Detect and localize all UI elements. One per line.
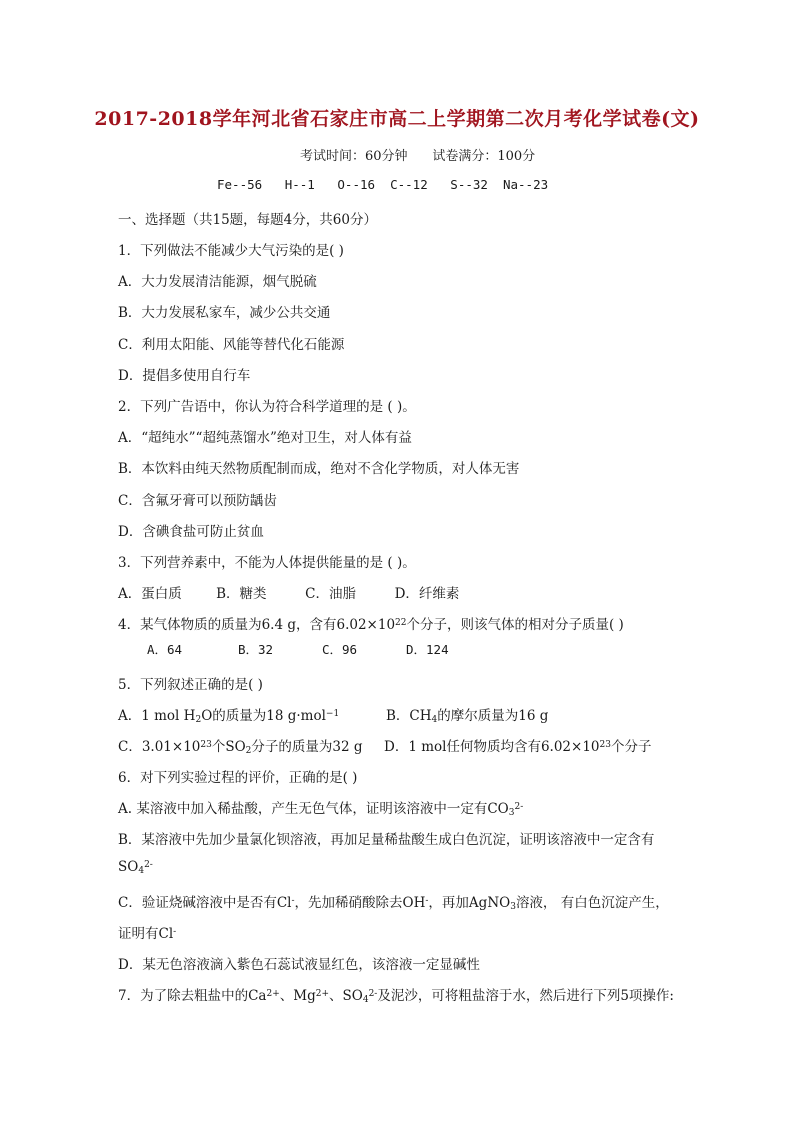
q4-option-b: B．32 xyxy=(238,642,274,657)
q5-option-d xyxy=(384,735,651,755)
q2-option-d: D．含碘食盐可防止贫血 xyxy=(118,524,264,540)
q6-option-c-cont xyxy=(118,922,176,942)
q6-c-text: 溶液， 有白色沉淀产生， xyxy=(515,895,669,911)
q6-option-d: D．某无色溶液滴入紫色石蕊试液显红色，该溶液一定显碱性 xyxy=(118,957,480,973)
exam-info xyxy=(300,145,535,164)
q6-c-superscript: - xyxy=(291,896,295,906)
q5-d-text: D．1 mol任何物质均含有6.02×10 xyxy=(384,739,600,755)
q6-c-text: 证明有Cl xyxy=(118,926,174,942)
q5-d-text: 个分子 xyxy=(610,739,652,755)
exam-time: 考试时间：60分钟 xyxy=(300,149,408,164)
q5-d-superscript: 23 xyxy=(599,740,611,750)
q4-option-d: D．124 xyxy=(406,642,449,657)
q7-superscript: 2- xyxy=(368,989,378,999)
q6-stem: 6．对下列实验过程的评价，正确的是( ) xyxy=(118,770,358,786)
section-heading: 一、选择题（共15题，每题4分，共60分） xyxy=(118,212,377,228)
q7-text: 、Mg xyxy=(279,988,316,1004)
q6-a-superscript: 2- xyxy=(514,802,524,812)
q5-b-subscript: 4 xyxy=(431,715,438,725)
q5-option-b xyxy=(386,704,548,725)
q4-stem xyxy=(118,613,624,633)
q6-option-c xyxy=(118,891,669,912)
q7-text: 、SO xyxy=(329,988,363,1004)
q5-a-superscript: −1 xyxy=(325,709,340,719)
q1-option-d: D．提倡多使用自行车 xyxy=(118,368,251,384)
q4-exponent: 22 xyxy=(395,618,407,628)
q6-c-subscript: 3 xyxy=(510,902,516,912)
q5-b-text: B．CH xyxy=(386,708,432,724)
q6-c-superscript: - xyxy=(425,896,429,906)
q6-option-a xyxy=(118,797,523,818)
q6-a-text: A. 某溶液中加入稀盐酸，产生无色气体，证明该溶液中一定有CO xyxy=(118,801,509,817)
q2-stem: 2．下列广告语中，你认为符合科学道理的是 ( )。 xyxy=(118,399,416,415)
q6-b-subscript: 4 xyxy=(138,866,145,876)
q6-a-subscript: 3 xyxy=(508,808,515,818)
q7-superscript: 2+ xyxy=(315,989,329,999)
q2-option-a: A．“超纯水”“超纯蒸馏水”绝对卫生，对人体有益 xyxy=(118,430,412,446)
q5-c-subscript: 2 xyxy=(245,746,252,756)
q7-superscript: 2+ xyxy=(266,989,280,999)
q6-option-b-cont xyxy=(118,859,153,876)
q5-c-text: C．3.01×10 xyxy=(118,739,201,755)
q1-option-a: A．大力发展清洁能源，烟气脱硫 xyxy=(118,274,317,290)
q5-option-c xyxy=(118,735,363,756)
q5-c-text: 分子的质量为32 g xyxy=(251,739,363,755)
q4-stem-part: 4．某气体物质的质量为6.4 g，含有6.02×10 xyxy=(118,617,396,633)
q3-options: A．蛋白质 B．糖类 C．油脂 D．纤维素 xyxy=(118,586,460,602)
q1-option-b: B．大力发展私家车，减少公共交通 xyxy=(118,305,331,321)
q6-c-superscript: - xyxy=(173,927,177,937)
q6-b-text: SO xyxy=(118,859,139,875)
q6-c-text: C．验证烧碱溶液中是否有Cl xyxy=(118,895,292,911)
q6-option-b: B．某溶液中先加少量氯化钡溶液，再加足量稀盐酸生成白色沉淀，证明该溶液中一定含有 xyxy=(118,832,655,848)
q5-a-subscript: 2 xyxy=(195,715,202,725)
q5-c-text: 个SO xyxy=(211,739,246,755)
exam-title: 2017-2018学年河北省石家庄市高二上学期第二次月考化学试卷(文) xyxy=(94,108,700,130)
atomic-masses: Fe--56 H--1 O--16 C--12 S--32 Na--23 xyxy=(217,177,549,192)
q7-text: 及泥沙，可将粗盐溶于水，然后进行下列5项操作: xyxy=(377,988,674,1004)
q6-c-text: ，先加稀硝酸除去OH xyxy=(294,895,426,911)
q2-option-b: B．本饮料由纯天然物质配制而成，绝对不含化学物质，对人体无害 xyxy=(118,461,520,477)
q3-stem: 3．下列营养素中，不能为人体提供能量的是 ( )。 xyxy=(118,555,416,571)
q6-c-text: ，再加AgNO xyxy=(428,895,511,911)
q5-c-superscript: 23 xyxy=(200,740,212,750)
q4-option-a: A．64 xyxy=(147,642,183,657)
q1-option-c: C．利用太阳能、风能等替代化石能源 xyxy=(118,337,345,353)
q1-stem: 1．下列做法不能减少大气污染的是( ) xyxy=(118,243,344,259)
q7-text: 7．为了除去粗盐中的Ca xyxy=(118,988,267,1004)
q7-subscript: 4 xyxy=(362,995,369,1005)
q7-stem xyxy=(118,984,674,1005)
q2-option-c: C．含氟牙膏可以预防龋齿 xyxy=(118,493,277,509)
q6-b-superscript: 2- xyxy=(144,860,153,870)
full-score: 试卷满分：100分 xyxy=(432,149,536,164)
q5-b-text: 的摩尔质量为16 g xyxy=(437,708,549,724)
q4-option-c: C．96 xyxy=(322,642,358,657)
q5-stem: 5．下列叙述正确的是( ) xyxy=(118,677,263,693)
q5-option-a xyxy=(118,704,339,725)
q5-a-text: O的质量为18 g·mol xyxy=(201,708,326,724)
q4-stem-part: 个分子，则该气体的相对分子质量( ) xyxy=(406,617,624,633)
q5-a-text: A．1 mol H xyxy=(118,708,196,724)
